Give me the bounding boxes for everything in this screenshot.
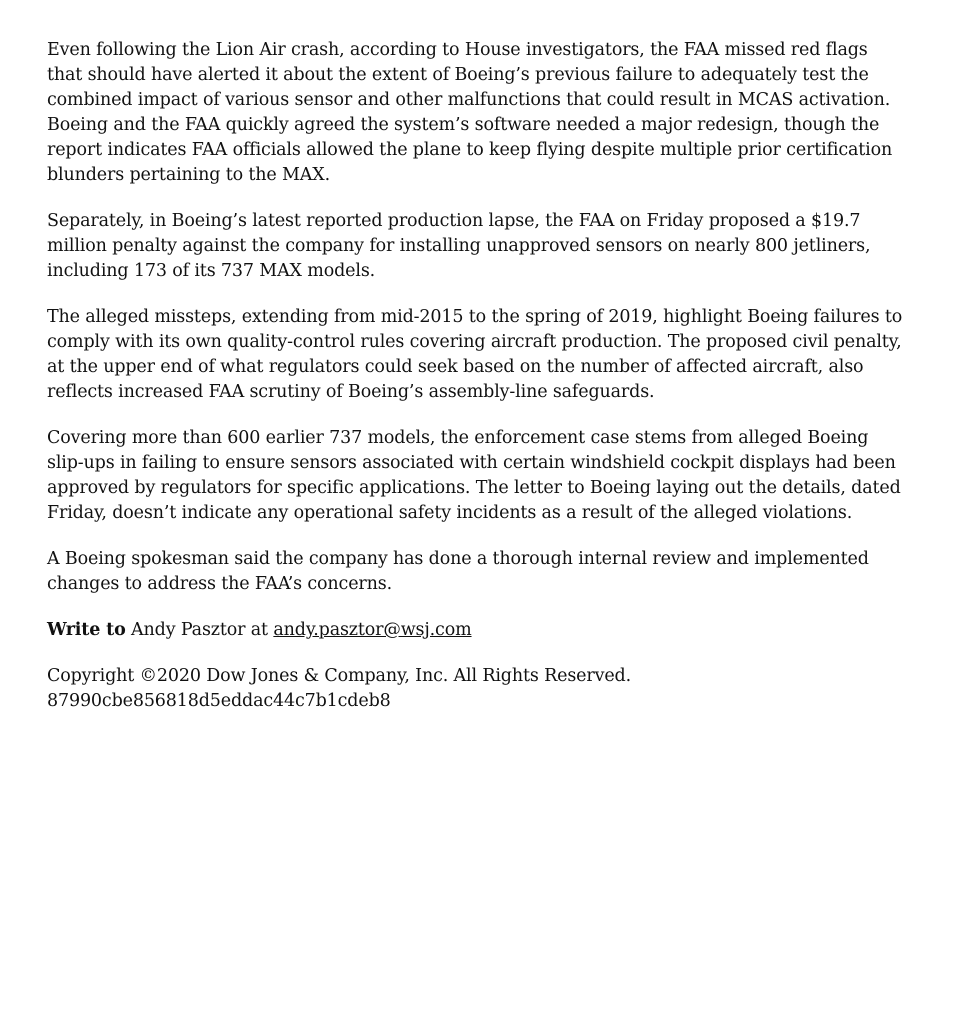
copyright-notice: Copyright ©2020 Dow Jones & Company, Inc. All Rights Reserved.: [47, 666, 631, 686]
byline-author: Andy Pasztor at: [131, 620, 268, 640]
document-id: 87990cbe856818d5eddac44c7b1cdeb8: [47, 691, 391, 711]
author-email-link[interactable]: andy.pasztor@wsj.com: [273, 620, 472, 640]
paragraph-5: A Boeing spokesman said the company has done a thorough internal review and implemented changes to address the FAA’s concerns.: [47, 549, 869, 594]
paragraph-1: Even following the Lion Air crash, according to House investigators, the FAA missed red flags that should have alerted it about the extent of Boeing’s previous failure to adequately test the combined impact of various sensor and other malfunctions that could result in MCAS activation. Boeing and the FAA quickly agreed the system’s software needed a major redesign, though the report indicates FAA officials allowed the plane to keep flying despite multiple prior certification blunders pertaining to the MAX.: [47, 40, 893, 185]
article-body: [47, 38, 907, 735]
byline: [47, 618, 907, 643]
paragraph-2: Separately, in Boeing’s latest reported production lapse, the FAA on Friday proposed a $19.7 million penalty against the company for installing unapproved sensors on nearly 800 jetliners, including 173 of its 737 MAX models.: [47, 211, 871, 281]
copyright-block: [47, 664, 907, 714]
paragraph-3: The alleged missteps, extending from mid-2015 to the spring of 2019, highlight Boeing failures to comply with its own quality-control rules covering aircraft production. The proposed civil penalty, at the upper end of what regulators could seek based on the number of affected aircraft, also reflects increased FAA scrutiny of Boeing’s assembly-line safeguards.: [47, 307, 903, 402]
byline-prefix: Write to: [47, 620, 126, 640]
paragraph-4: Covering more than 600 earlier 737 models, the enforcement case stems from alleged Boeing slip-ups in failing to ensure sensors associated with certain windshield cockpit displays had been approved by regulators for specific applications. The letter to Boeing laying out the details, dated Friday, doesn’t indicate any operational safety incidents as a result of the alleged violations.: [47, 428, 901, 523]
